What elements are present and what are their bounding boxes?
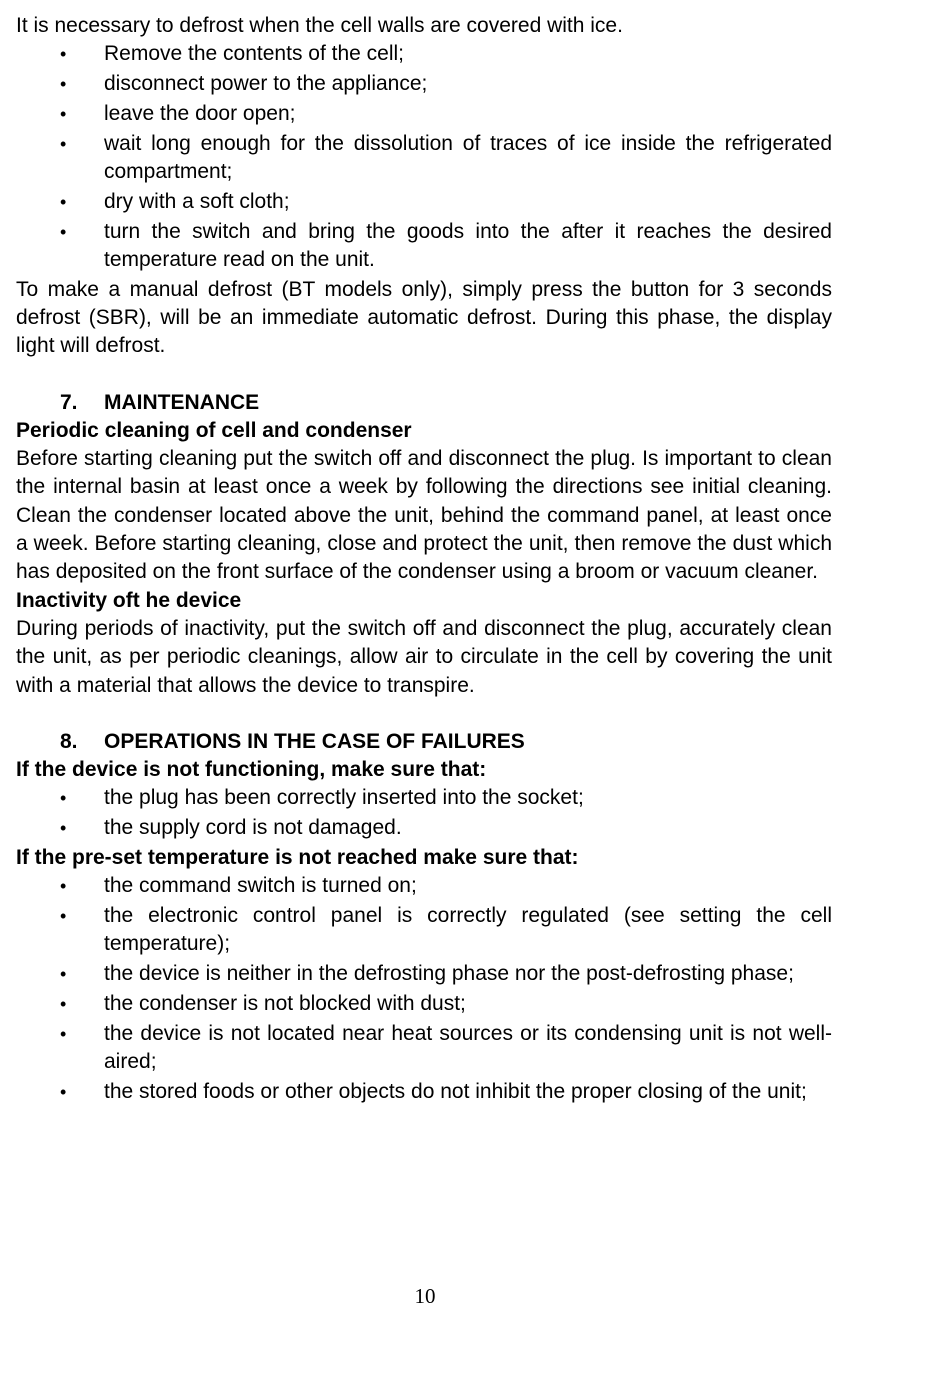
section-number: 8.	[60, 729, 78, 753]
list-item: • the supply cord is not damaged.	[16, 814, 832, 842]
list-item: • the electronic control panel is correctly regulated (see setting the cell temperature);	[60, 904, 832, 956]
subheading-periodic-cleaning: Periodic cleaning of cell and condenser	[16, 418, 412, 442]
page-number: 10	[414, 1284, 436, 1308]
bullet-icon: •	[60, 44, 67, 65]
bullet-icon: •	[60, 221, 67, 242]
bullet-icon: •	[60, 1081, 67, 1102]
defrost-steps-list	[16, 40, 832, 274]
not-functioning-checklist	[16, 784, 832, 842]
section-heading-maintenance	[16, 389, 832, 417]
subheading-inactivity: Inactivity oft he device	[16, 588, 242, 612]
list-item: • Remove the contents of the cell;	[16, 40, 832, 68]
section-title: OPERATIONS IN THE CASE OF FAILURES	[104, 729, 525, 753]
list-item: • leave the door open;	[16, 100, 832, 128]
list-item: • disconnect power to the appliance;	[16, 70, 832, 98]
list-item: • the device is not located near heat sources or its condensing unit is not well-aired;	[60, 1021, 832, 1074]
section-title: MAINTENANCE	[104, 390, 260, 414]
list-item: • wait long enough for the dissolution of traces of ice inside the refrigerated compartment;	[60, 131, 832, 183]
bullet-icon: •	[60, 1023, 67, 1044]
subheading-temperature-not-reached: If the pre-set temperature is not reached make sure that:	[16, 846, 579, 870]
bullet-icon: •	[60, 906, 67, 927]
bullet-icon: •	[60, 133, 67, 154]
list-item: • dry with a soft cloth;	[16, 188, 832, 216]
list-item: • the plug has been correctly inserted into the socket;	[16, 784, 832, 812]
section-number: 7.	[60, 390, 78, 414]
manual-defrost-paragraph: To make a manual defrost (BT models only), simply press the button for 3 seconds defrost (SBR), will be an immediate automatic defrost. During this phase, the display light will defrost.	[16, 277, 832, 358]
list-item: • turn the switch and bring the goods into the after it reaches the desired temperature read on the unit.	[60, 219, 832, 271]
bullet-icon: •	[60, 103, 67, 124]
bullet-icon: •	[60, 964, 67, 985]
section-heading-failures	[16, 728, 832, 756]
temperature-checklist	[16, 872, 832, 1106]
bullet-icon: •	[60, 818, 67, 839]
defrost-intro: It is necessary to defrost when the cell walls are covered with ice.	[16, 14, 623, 37]
periodic-cleaning-paragraph: Before starting cleaning put the switch off and disconnect the plug. Is important to clean the internal basin at least once a week by following the directions see initial cleaning. Clean the condenser located above the unit, behind the command panel, at least once a week. Before starting cleaning, close and protect the unit, then remove the dust which has deposited on the front surface of the condenser using a broom or vacuum cleaner.	[16, 447, 832, 584]
subheading-not-functioning: If the device is not functioning, make sure that:	[16, 758, 487, 782]
document-page	[16, 12, 832, 1108]
bullet-icon: •	[60, 191, 67, 212]
list-item: • the condenser is not blocked with dust;	[16, 990, 832, 1018]
inactivity-paragraph: During periods of inactivity, put the switch off and disconnect the plug, accurately clean the unit, as per periodic cleanings, allow air to circulate in the cell by covering the unit with a material that allows the device to transpire.	[16, 616, 832, 697]
list-item: • the device is neither in the defrosting phase nor the post-defrosting phase;	[16, 960, 832, 988]
bullet-icon: •	[60, 788, 67, 809]
list-item: • the command switch is turned on;	[16, 872, 832, 900]
bullet-icon: •	[60, 876, 67, 897]
bullet-icon: •	[60, 994, 67, 1014]
bullet-icon: •	[60, 74, 67, 95]
list-item: • the stored foods or other objects do not inhibit the proper closing of the unit;	[16, 1078, 832, 1106]
